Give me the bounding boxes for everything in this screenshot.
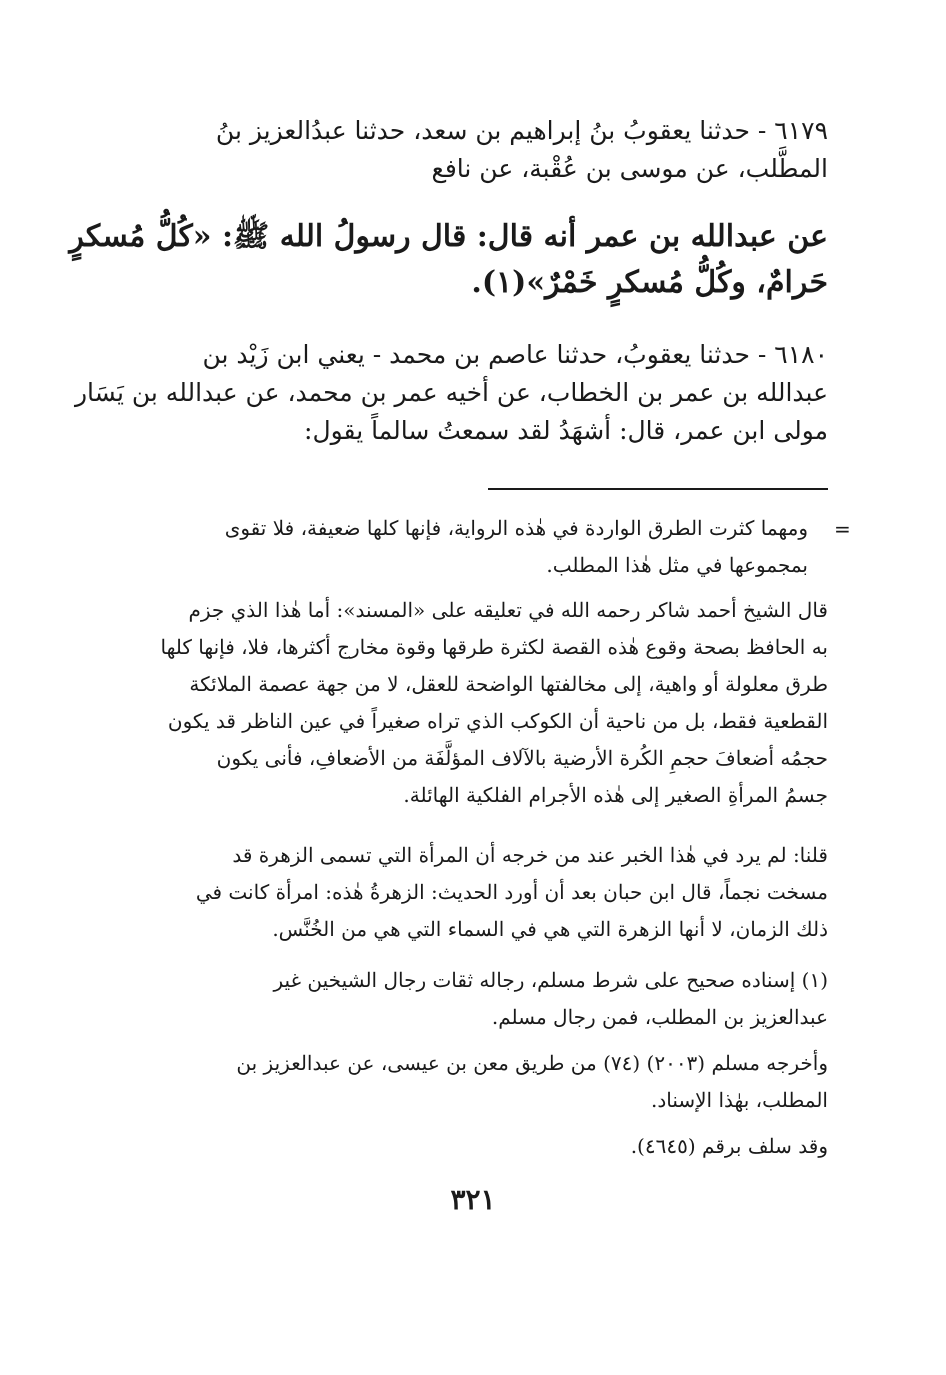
text-line: مولى ابن عمر، قال: أشهَدُ لقد سمعتُ سالماً يقول: <box>304 416 828 445</box>
page-number: ٣٢١ <box>450 1183 496 1216</box>
text-line: ذلك الزمان، لا أنها الزهرة التي هي في السماء التي هي من الخُنَّس. <box>272 917 828 941</box>
footnote-divider <box>488 488 828 490</box>
text-line: بمجموعها في مثل هٰذا المطلب. <box>546 553 808 577</box>
hadith-6179-isnad <box>128 112 828 188</box>
hadith-6179-matn <box>69 214 828 306</box>
text-line: ٦١٧٩ - حدثنا يعقوبُ بنُ إبراهيم بن سعد، حدثنا عبدُالعزيز بنُ <box>215 116 828 145</box>
text-line: المطلب، بهٰذا الإسناد. <box>650 1088 828 1112</box>
text-line: به الحافظ بصحة وقوع هٰذه القصة لكثرة طرقها وقوة مخارج أكثرها، فلا، فإنها كلها <box>160 635 828 659</box>
text-line: عبدالله بن عمر بن الخطاب، عن أخيه عمر بن محمد، عن عبدالله بن يَسَار <box>74 378 828 407</box>
footnote-continuation <box>108 510 808 584</box>
text-line: عبدالعزيز بن المطلب، فمن رجال مسلم. <box>491 1005 828 1029</box>
text-line: ٦١٨٠ - حدثنا يعقوبُ، حدثنا عاصم بن محمد - يعني ابن زَيْد بن <box>202 340 828 369</box>
text-line: ومهما كثرت الطرق الواردة في هٰذه الرواية، فإنها كلها ضعيفة، فلا تقوى <box>224 516 808 540</box>
text-line: طرق معلولة أو واهية، إلى مخالفتها الواضحة للعقل، لا من جهة عصمة الملائكة <box>189 672 828 696</box>
text-line: عن عبدالله بن عمر أنه قال: قال رسولُ الله ﷺ: «كُلُّ مُسكرٍ <box>69 219 828 254</box>
footnote-muslim <box>128 1045 828 1119</box>
footnote-qulna <box>128 837 828 948</box>
text-line: وأخرجه مسلم (٢٠٠٣) (٧٤) من طريق معن بن عيسى، عن عبدالعزيز بن <box>236 1051 828 1075</box>
footnote-1 <box>128 962 828 1036</box>
text-line: مسخت نجماً، قال ابن حبان بعد أن أورد الحديث: الزهرةُ هٰذه: امرأة كانت في <box>195 880 828 904</box>
text-line: حجمُه أضعافَ حجمِ الكُرة الأرضية بالآلاف المؤلَّفَة من الأضعافِ، فأنى يكون <box>216 746 828 770</box>
text-line: جسمُ المرأةِ الصغير إلى هٰذه الأجرام الفلكية الهائلة. <box>403 783 828 807</box>
footnote-salaf <box>128 1128 828 1165</box>
text-line: المطَّلب، عن موسى بن عُقْبة، عن نافع <box>431 154 828 183</box>
text-line: القطعية فقط، بل من ناحية أن الكوكب الذي تراه صغيراً في عين الناظر قد يكون <box>167 709 828 733</box>
continuation-mark: = <box>834 517 851 541</box>
text-line: وقد سلف برقم (٤٦٤٥). <box>630 1134 828 1158</box>
footnote-shakir <box>128 592 828 814</box>
hadith-6180-isnad <box>74 336 828 450</box>
text-line: (١) إسناده صحيح على شرط مسلم، رجاله ثقات رجال الشيخين غير <box>273 968 828 992</box>
text-line: حَرامٌ، وكُلُّ مُسكرٍ خَمْرٌ»(١). <box>471 265 828 300</box>
text-line: قال الشيخ أحمد شاكر رحمه الله في تعليقه على «المسند»: أما هٰذا الذي جزم <box>188 598 828 622</box>
text-line: قلنا: لم يرد في هٰذا الخبر عند من خرجه أن المرأة التي تسمى الزهرة قد <box>232 843 828 867</box>
